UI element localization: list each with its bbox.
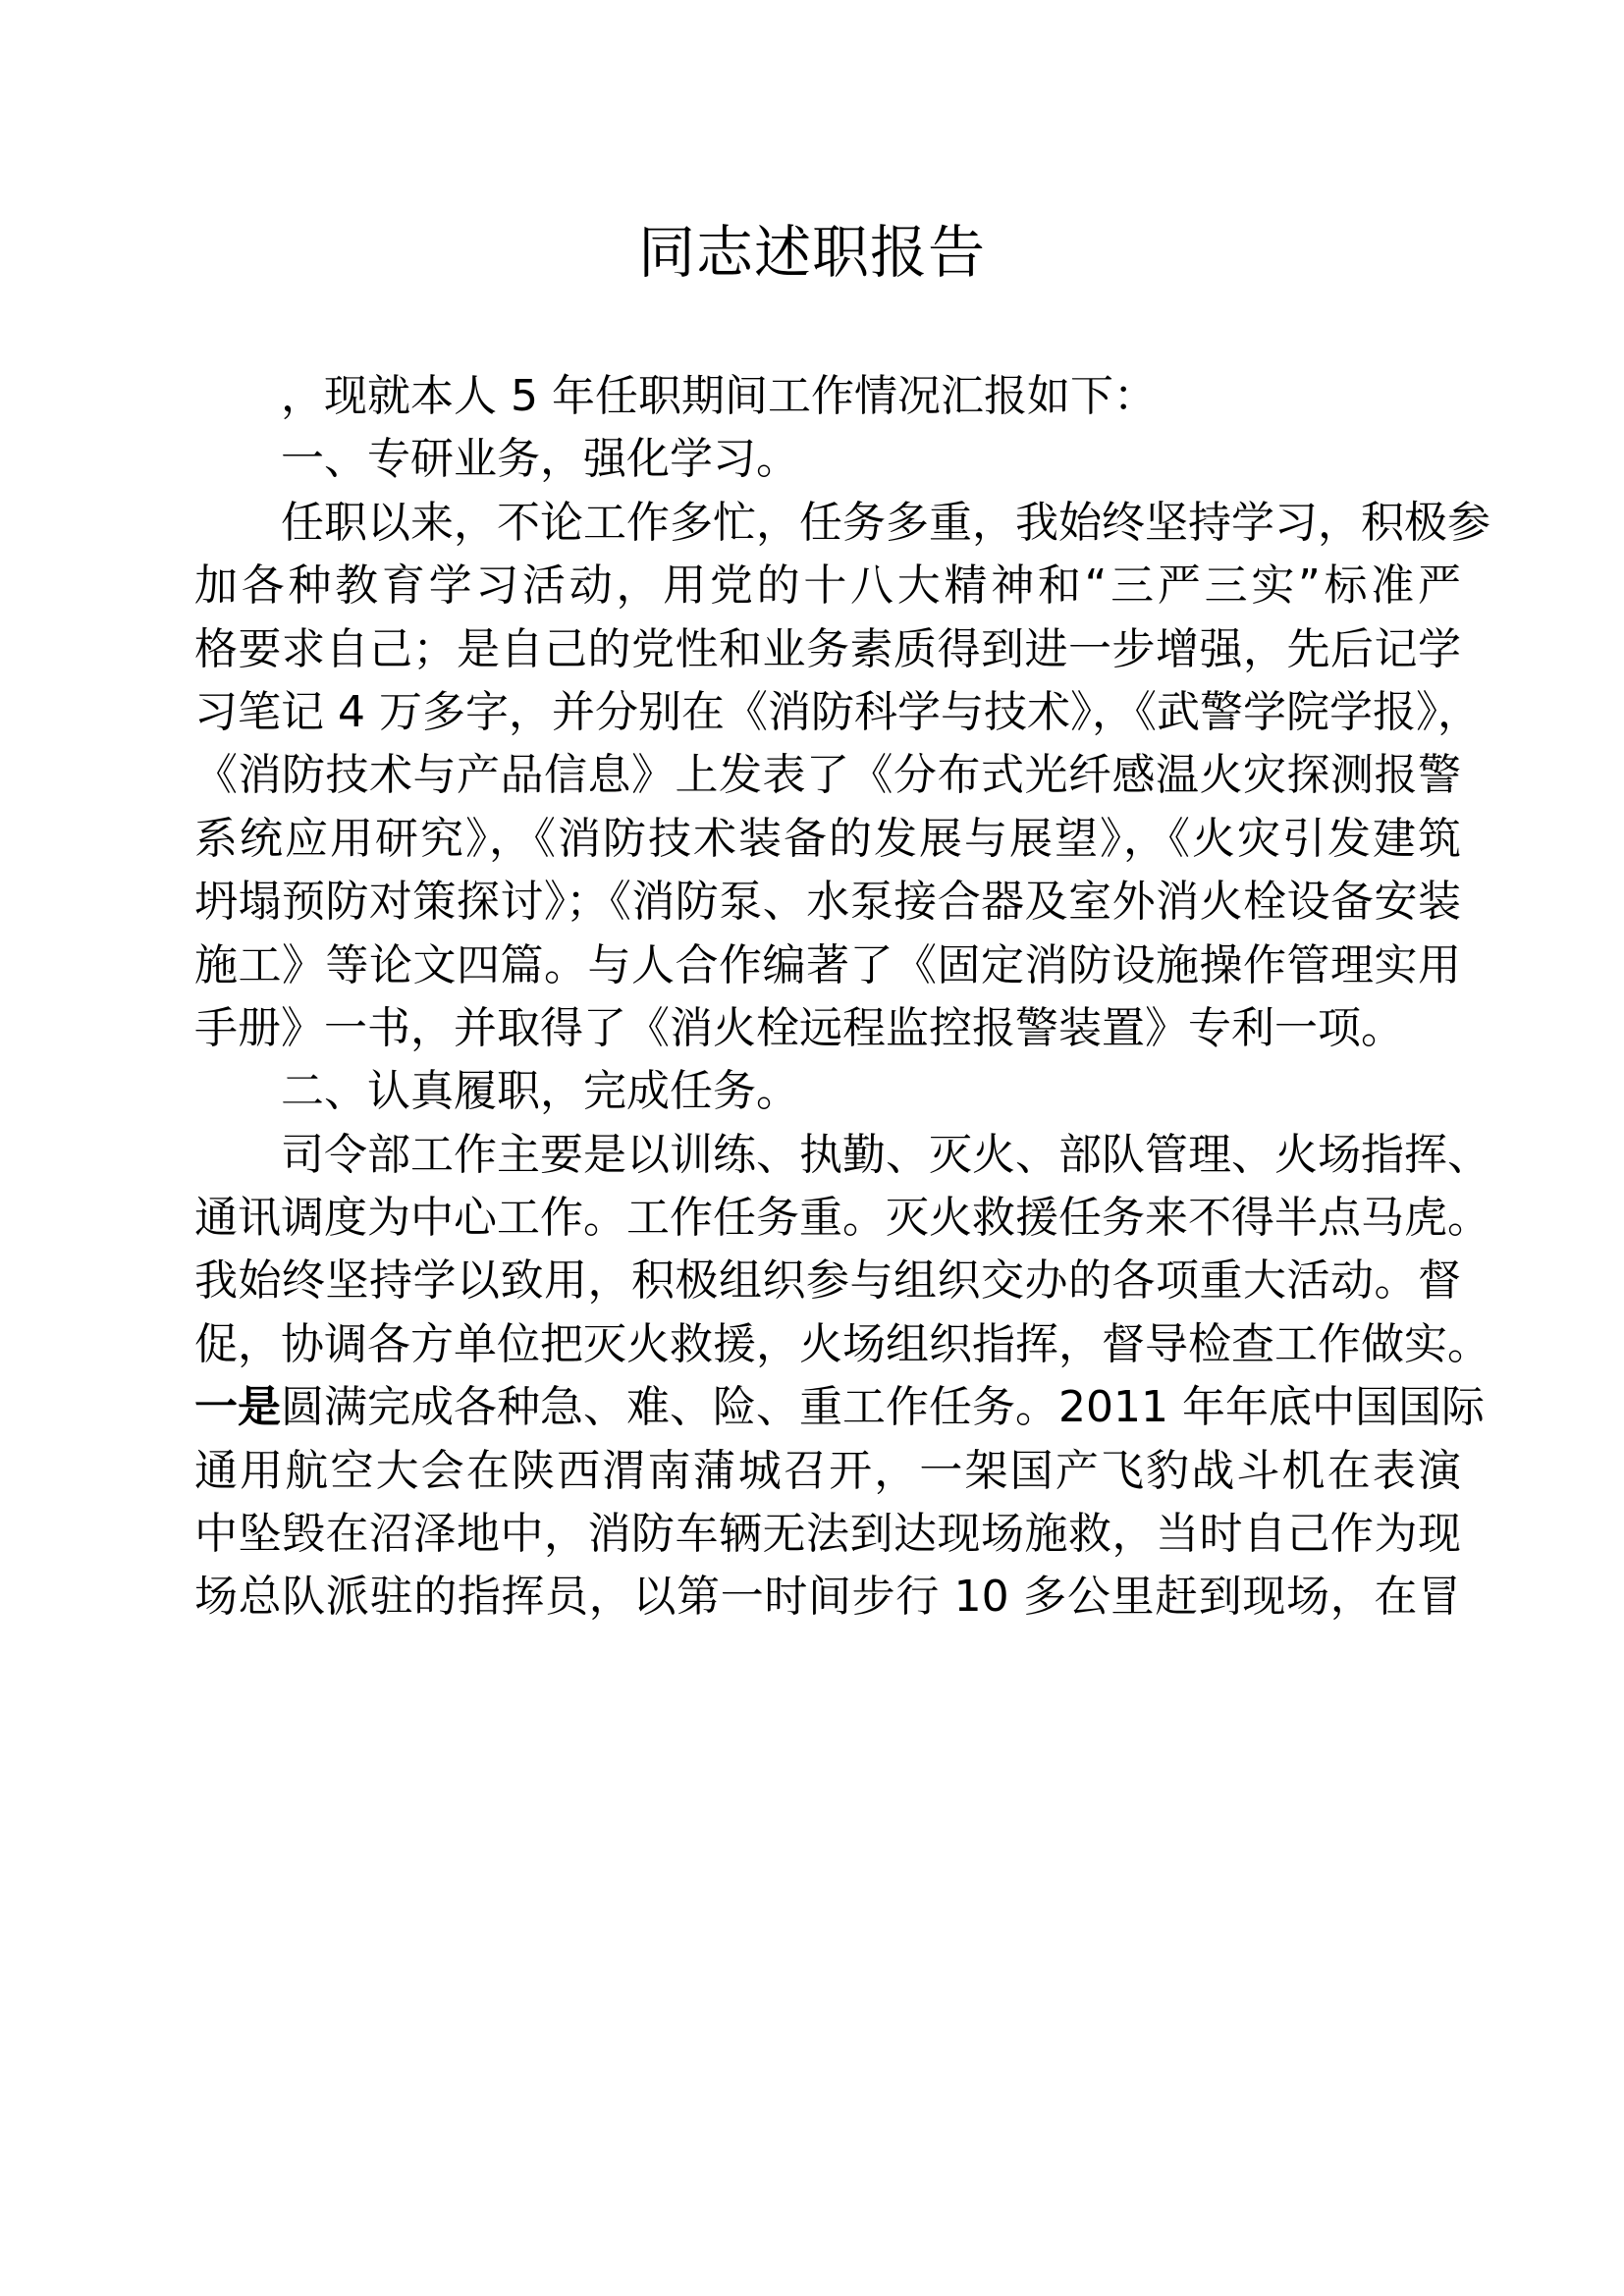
paragraph-line bbox=[194, 997, 1461, 1060]
paragraph-line bbox=[194, 808, 1461, 871]
text-line: 司令部工作主要是以训练、执勤、灭火、部队管理、火场指挥、 bbox=[281, 1129, 1490, 1180]
paragraph-line bbox=[194, 1376, 1485, 1439]
paragraph-line bbox=[194, 1313, 1490, 1376]
paragraph-line bbox=[194, 618, 1461, 681]
paragraph-line bbox=[194, 1503, 1461, 1566]
text-line: 中坠毁在沼泽地中，消防车辆无法到达现场施救，当时自己作为现 bbox=[194, 1509, 1461, 1560]
bold-prefix: 一是 bbox=[194, 1382, 281, 1433]
paragraph-line bbox=[194, 871, 1461, 934]
text-line: 圆满完成各种急、难、险、重工作任务。2011 年年底中国国际 bbox=[281, 1382, 1485, 1433]
section-heading-1 bbox=[194, 428, 1461, 491]
text-line: 通用航空大会在陕西渭南蒲城召开，一架国产飞豹战斗机在表演 bbox=[194, 1445, 1461, 1496]
text-line: 坍塌预防对策探讨》；《消防泵、水泵接合器及室外消火栓设备安装 bbox=[194, 877, 1461, 928]
text-line: 促，协调各方单位把灭火救援，火场组织指挥，督导检查工作做实。 bbox=[194, 1318, 1490, 1369]
paragraph-line bbox=[194, 1250, 1461, 1312]
text-line: 格要求自己；是自己的党性和业务素质得到进一步增强，先后记学 bbox=[194, 623, 1461, 674]
text-line: 施工》等论文四篇。与人合作编著了《固定消防设施操作管理实用 bbox=[194, 939, 1461, 990]
paragraph-line bbox=[194, 492, 1490, 555]
heading-text: 一、专研业务，强化学习。 bbox=[281, 434, 799, 485]
paragraph-line bbox=[194, 744, 1461, 807]
text-line: 手册》一书，并取得了《消火栓远程监控报警装置》专利一项。 bbox=[194, 1002, 1404, 1053]
text-line: 习笔记 4 万多字，并分别在《消防科学与技术》，《武警学院学报》， bbox=[194, 686, 1481, 737]
paragraph-line bbox=[194, 1566, 1461, 1629]
text-line: 《消防技术与产品信息》上发表了《分布式光纤感温火灾探测报警 bbox=[194, 750, 1461, 801]
text-line: ，现就本人 5 年任职期间工作情况汇报如下： bbox=[281, 371, 1157, 421]
intro-line bbox=[194, 365, 1461, 428]
paragraph-line bbox=[194, 681, 1481, 744]
paragraph-line bbox=[194, 934, 1461, 997]
document-body bbox=[194, 365, 1490, 1629]
paragraph-line bbox=[194, 1187, 1490, 1250]
paragraph-line bbox=[194, 1124, 1490, 1187]
text-line: 我始终坚持学以致用，积极组织参与组织交办的各项重大活动。督 bbox=[194, 1255, 1461, 1307]
heading-text: 二、认真履职，完成任务。 bbox=[281, 1066, 799, 1117]
paragraph-line bbox=[194, 1440, 1461, 1503]
section-heading-2 bbox=[194, 1060, 1461, 1123]
document-title: 同志述职报告 bbox=[637, 219, 986, 286]
text-line: 场总队派驻的指挥员，以第一时间步行 10 多公里赶到现场，在冒 bbox=[194, 1572, 1461, 1623]
text-line: 加各种教育学习活动，用党的十八大精神和“三严三实”标准严 bbox=[194, 561, 1461, 612]
text-line: 通讯调度为中心工作。工作任务重。灭火救援任务来不得半点马虎。 bbox=[194, 1193, 1490, 1244]
text-line: 系统应用研究》，《消防技术装备的发展与展望》，《火灾引发建筑 bbox=[194, 813, 1461, 864]
text-line: 任职以来，不论工作多忙，任务多重，我始终坚持学习，积极参 bbox=[281, 497, 1490, 548]
paragraph-line bbox=[194, 555, 1461, 617]
